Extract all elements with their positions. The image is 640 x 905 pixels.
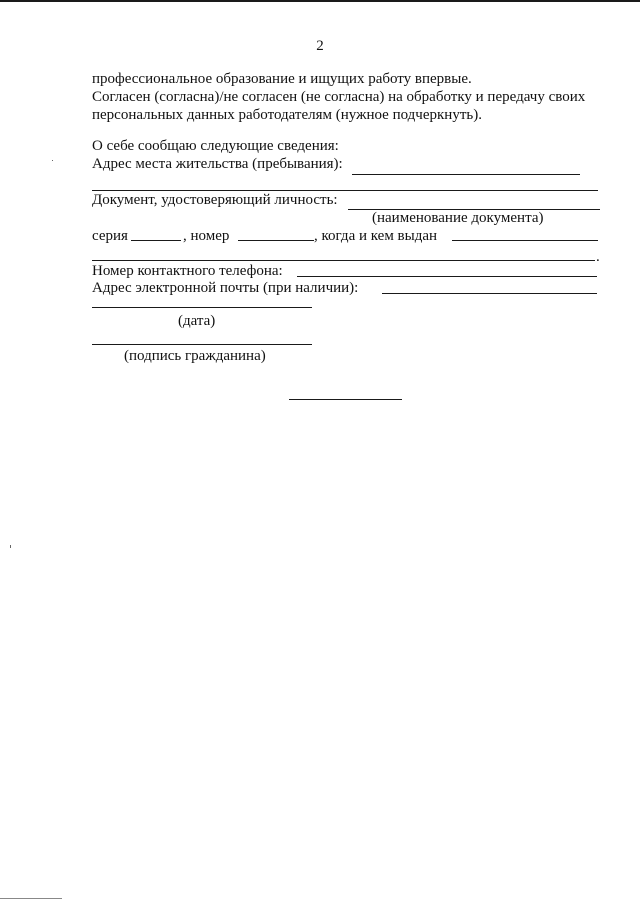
document-label: Документ, удостоверяющий личность:: [92, 192, 338, 208]
document-caption: (наименование документа): [372, 210, 544, 226]
scan-speck: [52, 160, 53, 161]
phone-field-line[interactable]: [297, 276, 597, 277]
number-label: , номер: [183, 228, 230, 244]
email-label: Адрес электронной почты (при наличии):: [92, 280, 359, 296]
page-number: 2: [316, 38, 324, 54]
number-field-line[interactable]: [238, 240, 314, 241]
address-field-line[interactable]: [352, 174, 580, 175]
issued-field-line[interactable]: [452, 240, 598, 241]
issued-continuation-line[interactable]: [92, 260, 595, 261]
section-heading: О себе сообщаю следующие сведения:: [92, 138, 339, 154]
date-line[interactable]: [92, 307, 312, 308]
top-border: [0, 0, 640, 2]
intro-line-2: Согласен (согласна)/не согласен (не согласна) на обработку и передачу своих: [92, 89, 586, 105]
scan-edge-mark: [0, 898, 62, 899]
intro-line-1: профессиональное образование и ищущих работу впервые.: [92, 71, 472, 87]
phone-label: Номер контактного телефона:: [92, 263, 283, 279]
end-separator: [289, 399, 402, 400]
email-field-line[interactable]: [382, 293, 597, 294]
address-label: Адрес места жительства (пребывания):: [92, 156, 343, 172]
series-label: серия: [92, 228, 128, 244]
series-field-line[interactable]: [131, 240, 181, 241]
signature-caption: (подпись гражданина): [124, 348, 266, 364]
issued-label: , когда и кем выдан: [314, 228, 438, 244]
trailing-period: .: [596, 249, 600, 265]
date-caption: (дата): [178, 313, 216, 329]
scan-speck: [10, 545, 11, 548]
intro-line-3: персональных данных работодателям (нужное подчеркнуть).: [92, 107, 482, 123]
signature-line[interactable]: [92, 344, 312, 345]
